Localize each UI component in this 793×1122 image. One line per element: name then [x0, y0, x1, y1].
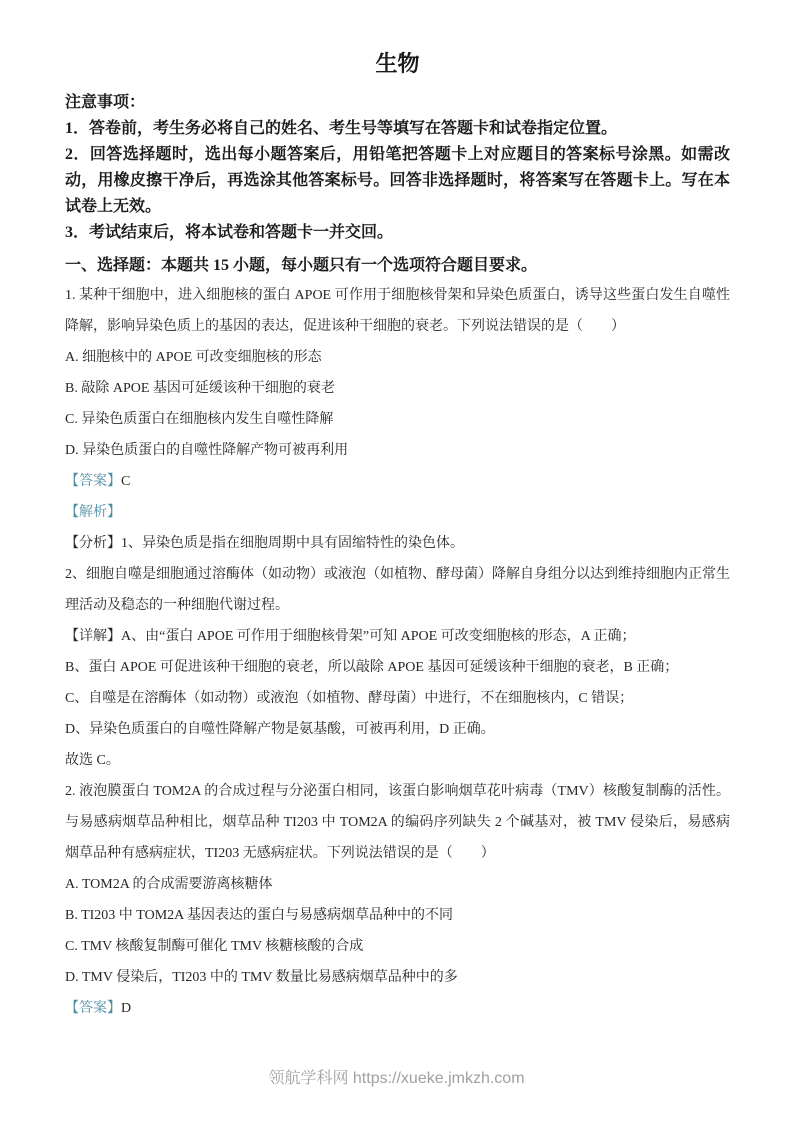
question-1-option-a: A. 细胞核中的 APOE 可改变细胞核的形态 [65, 350, 322, 365]
notice-heading: 注意事项： [65, 94, 146, 111]
question-2 [65, 776, 730, 1024]
question-2-option-d: D. TMV 侵染后，TI203 中的 TMV 数量比易感病烟草品种中的多 [65, 970, 458, 985]
notice-section [65, 90, 730, 246]
analysis-label: 【解析】 [65, 505, 121, 520]
question-1-answer-line [65, 466, 730, 497]
site-watermark-footer: 领航学科网 https://xueke.jmkzh.com [268, 1070, 525, 1087]
question-1-conclusion: 故选 C。 [65, 753, 120, 768]
question-2-answer-line [65, 993, 730, 1024]
question-1-stem: 1. 某种干细胞中，进入细胞核的蛋白 APOE 可作用于细胞核骨架和异染色质蛋白，诱导这些蛋白发生自噬性降解，影响异染色质上的基因的表达，促进该种干细胞的衰老。下列说法错误的是（ ） [65, 288, 730, 334]
answer-label: 【答案】 [65, 1001, 121, 1016]
question-1-analysis-3: 【详解】A、由“蛋白 APOE 可作用于细胞核骨架”可知 APOE 可改变细胞核的形态，A 正确； [65, 629, 636, 644]
question-1-option-c: C. 异染色质蛋白在细胞核内发生自噬性降解 [65, 412, 334, 427]
question-1 [65, 280, 730, 776]
question-1-analysis-4: B、蛋白 APOE 可促进该种干细胞的衰老，所以敲除 APOE 基因可延缓该种干细胞的衰老，B 正确； [65, 660, 679, 675]
question-1-option-d: D. 异染色质蛋白的自噬性降解产物可被再利用 [65, 443, 349, 458]
question-2-option-b: B. TI203 中 TOM2A 基因表达的蛋白与易感病烟草品种中的不同 [65, 908, 453, 923]
answer-label: 【答案】 [65, 474, 121, 489]
question-1-analysis-label-line [65, 497, 730, 528]
question-1-analysis-5: C、自噬是在溶酶体（如动物）或液泡（如植物、酵母菌）中进行，不在细胞核内，C 错误； [65, 691, 634, 706]
section-heading: 一、选择题：本题共 15 小题，每小题只有一个选项符合题目要求。 [65, 257, 538, 274]
question-2-option-a: A. TOM2A 的合成需要游离核糖体 [65, 877, 273, 892]
answer-value: D [121, 1001, 132, 1016]
question-2-option-c: C. TMV 核酸复制酶可催化 TMV 核糖核酸的合成 [65, 939, 364, 954]
notice-item-1: 1．答卷前，考生务必将自己的姓名、考生号等填写在答题卡和试卷指定位置。 [65, 120, 618, 137]
notice-item-3: 3．考试结束后，将本试卷和答题卡一并交回。 [65, 224, 394, 241]
answer-value: C [121, 474, 131, 489]
question-1-analysis-6: D、异染色质蛋白的自噬性降解产物是氨基酸，可被再利用，D 正确。 [65, 722, 495, 737]
page-title: 生物 [375, 51, 420, 76]
question-1-analysis-2: 2、细胞自噬是细胞通过溶酶体（如动物）或液泡（如植物、酵母菌）降解自身组分以达到维持细胞内正常生理活动及稳态的一种细胞代谢过程。 [65, 567, 730, 613]
question-1-analysis-1: 【分析】1、异染色质是指在细胞周期中具有固缩特性的染色体。 [65, 536, 464, 551]
notice-item-2: 2．回答选择题时，选出每小题答案后，用铅笔把答题卡上对应题目的答案标号涂黑。如需改动，用橡皮擦干净后，再选涂其他答案标号。回答非选择题时，将答案写在答题卡上。写在本试卷上无效。 [65, 146, 730, 215]
question-1-option-b: B. 敲除 APOE 基因可延缓该种干细胞的衰老 [65, 381, 335, 396]
question-2-stem: 2. 液泡膜蛋白 TOM2A 的合成过程与分泌蛋白相同，该蛋白影响烟草花叶病毒（TMV）核酸复制酶的活性。与易感病烟草品种相比，烟草品种 TI203 中 TOM2A 的编码序列缺失 2 个碱基对，被 TMV 侵染后，易感病烟草品种有感病症状，TI203 无感病症状。下列说法错误的是（ ） [65, 784, 730, 861]
